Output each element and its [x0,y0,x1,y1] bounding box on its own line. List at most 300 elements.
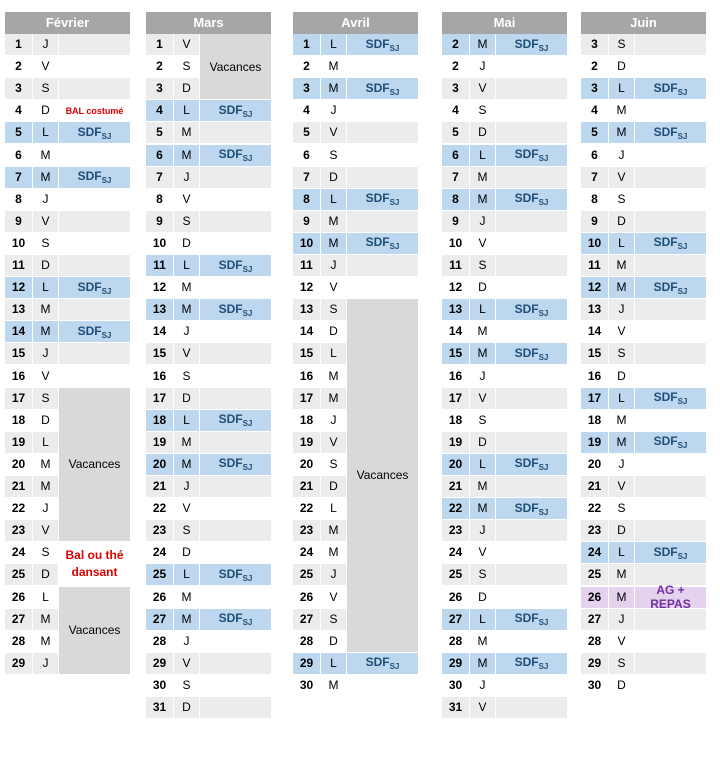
day-number: 22 [5,498,33,520]
day-number: 26 [146,587,174,609]
weekday-letter: S [174,675,200,697]
day-number: 2 [442,34,470,56]
day-number: 19 [581,432,609,454]
weekday-letter: S [174,520,200,542]
empty-event-cell [200,542,271,564]
sdf-subscript: SJ [677,131,688,141]
weekday-letter: S [609,34,635,56]
empty-event-cell [200,343,271,365]
day-number: 25 [5,564,33,586]
weekday-letter: J [33,343,59,365]
day-number: 3 [581,34,609,56]
day-number: 14 [581,321,609,343]
weekday-letter: M [174,122,200,144]
weekday-letter: D [609,211,635,233]
sdf-event [496,145,567,167]
ag-event [635,583,706,612]
day-number: 25 [146,564,174,586]
sdf-subscript: SJ [389,662,400,672]
sdf-event [59,167,130,189]
day-number: 28 [146,631,174,653]
sdf-subscript: SJ [677,286,688,296]
weekday-letter: D [174,542,200,564]
weekday-letter: J [470,211,496,233]
weekday-letter: D [609,56,635,78]
day-number: 25 [581,564,609,586]
weekday-letter: M [321,675,347,697]
day-number: 8 [581,189,609,211]
weekday-letter: L [609,542,635,564]
empty-event-cell [496,587,567,609]
weekday-letter: L [33,432,59,454]
empty-event-cell [635,321,706,343]
bal-event [59,542,130,586]
empty-event-cell [59,78,130,100]
weekday-letter: M [609,100,635,122]
weekday-letter: M [33,299,59,321]
sdf-event [200,410,271,432]
empty-event-cell [200,631,271,653]
day-number: 16 [5,366,33,388]
day-number: 15 [442,343,470,365]
sdf-event [496,189,567,211]
sdf-subscript: SJ [242,463,253,473]
day-number: 9 [442,211,470,233]
empty-event-cell [200,388,271,410]
weekday-letter: V [321,432,347,454]
sdf-label: $SDF_{SJ}$ [653,80,688,97]
weekday-letter: M [174,145,200,167]
day-number: 18 [581,410,609,432]
weekday-letter: M [33,145,59,167]
day-number: 27 [293,609,321,631]
day-number: 2 [146,56,174,78]
empty-event-cell [59,211,130,233]
sdf-event [347,78,418,100]
day-number: 9 [293,211,321,233]
sdf-event [347,34,418,56]
day-number: 16 [581,366,609,388]
day-number: 3 [293,78,321,100]
sdf-label: $SDF_{SJ}$ [514,147,549,164]
weekday-letter: V [174,343,200,365]
sdf-subscript: SJ [242,154,253,164]
sdf-label: $SDF_{SJ}$ [365,80,400,97]
weekday-letter: L [609,78,635,100]
sdf-label: $SDF_{SJ}$ [514,500,549,517]
weekday-letter: D [321,167,347,189]
weekday-letter: L [174,564,200,586]
day-number: 8 [5,189,33,211]
empty-event-cell [635,498,706,520]
weekday-letter: V [174,498,200,520]
day-number: 18 [5,410,33,432]
empty-event-cell [347,675,418,697]
empty-event-cell [496,100,567,122]
day-number: 13 [442,299,470,321]
day-number: 21 [581,476,609,498]
empty-event-cell [347,145,418,167]
day-number: 15 [581,343,609,365]
day-number: 22 [442,498,470,520]
sdf-subscript: SJ [538,618,549,628]
day-number: 24 [293,542,321,564]
sdf-subscript: SJ [389,43,400,53]
weekday-letter: J [609,454,635,476]
weekday-letter: J [470,520,496,542]
day-number: 22 [146,498,174,520]
day-number: 9 [146,211,174,233]
weekday-letter: V [33,520,59,542]
day-number: 3 [581,78,609,100]
bal-label: Bal ou thé dansant [65,547,124,579]
day-number: 5 [442,122,470,144]
day-number: 7 [293,167,321,189]
day-number: 19 [442,432,470,454]
weekday-letter: L [321,34,347,56]
day-number: 9 [581,211,609,233]
day-number: 27 [146,609,174,631]
weekday-letter: M [33,609,59,631]
weekday-letter: M [609,587,635,609]
sdf-label: $SDF_{SJ}$ [77,279,112,296]
sdf-label: $SDF_{SJ}$ [77,323,112,340]
vacances-block [59,388,130,543]
day-number: 21 [442,476,470,498]
sdf-subscript: SJ [389,87,400,97]
weekday-letter: L [470,609,496,631]
weekday-letter: M [470,343,496,365]
day-number: 12 [581,277,609,299]
empty-event-cell [635,255,706,277]
day-number: 21 [5,476,33,498]
weekday-letter: S [609,343,635,365]
sdf-subscript: SJ [242,308,253,318]
sdf-event [347,233,418,255]
day-number: 20 [146,454,174,476]
day-number: 4 [293,100,321,122]
day-number: 29 [442,653,470,675]
empty-event-cell [635,145,706,167]
sdf-subscript: SJ [389,242,400,252]
day-number: 10 [146,233,174,255]
sdf-label: $SDF_{SJ}$ [218,611,253,628]
weekday-letter: M [33,454,59,476]
empty-event-cell [496,366,567,388]
day-number: 12 [293,277,321,299]
weekday-letter: D [174,233,200,255]
empty-event-cell [200,476,271,498]
weekday-letter: M [470,653,496,675]
sdf-label: $SDF_{SJ}$ [653,390,688,407]
month-column-1 [146,12,271,719]
day-number: 11 [442,255,470,277]
day-number: 15 [5,343,33,365]
sdf-event [496,343,567,365]
day-number: 7 [5,167,33,189]
sdf-label: $SDF_{SJ}$ [218,301,253,318]
sdf-event [635,122,706,144]
weekday-letter: M [470,476,496,498]
day-number: 10 [5,233,33,255]
vacances-label: Vacances [68,623,121,638]
day-number: 13 [5,299,33,321]
weekday-letter: D [321,631,347,653]
weekday-letter: S [609,498,635,520]
sdf-subscript: SJ [538,662,549,672]
sdf-event [635,542,706,564]
day-number: 17 [581,388,609,410]
day-number: 30 [581,675,609,697]
weekday-letter: L [470,454,496,476]
sdf-subscript: SJ [538,308,549,318]
sdf-subscript: SJ [538,43,549,53]
weekday-letter: L [33,122,59,144]
sdf-label: $SDF_{SJ}$ [365,235,400,252]
weekday-letter: M [470,321,496,343]
day-number: 5 [146,122,174,144]
day-number: 10 [293,233,321,255]
weekday-letter: L [321,498,347,520]
weekday-letter: D [321,476,347,498]
empty-event-cell [200,321,271,343]
day-number: 5 [581,122,609,144]
weekday-letter: D [321,321,347,343]
day-number: 2 [581,56,609,78]
weekday-letter: J [609,299,635,321]
day-number: 2 [293,56,321,78]
weekday-letter: D [470,432,496,454]
empty-event-cell [496,167,567,189]
sdf-label: $SDF_{SJ}$ [218,257,253,274]
empty-event-cell [200,189,271,211]
month-header: Avril [293,12,418,34]
day-number: 25 [293,564,321,586]
empty-event-cell [200,277,271,299]
day-number: 27 [442,609,470,631]
weekday-letter: V [470,542,496,564]
day-number: 19 [5,432,33,454]
sdf-subscript: SJ [538,154,549,164]
day-number: 24 [146,542,174,564]
day-number: 7 [581,167,609,189]
day-number: 26 [293,587,321,609]
day-number: 12 [442,277,470,299]
weekday-letter: M [321,211,347,233]
sdf-subscript: SJ [677,397,688,407]
sdf-event [496,454,567,476]
weekday-letter: M [174,277,200,299]
day-number: 31 [442,697,470,719]
sdf-subscript: SJ [242,419,253,429]
weekday-letter: S [470,100,496,122]
sdf-label: $SDF_{SJ}$ [653,279,688,296]
bal-costume-event [59,100,130,122]
weekday-letter: V [174,653,200,675]
day-number: 4 [581,100,609,122]
day-number: 11 [293,255,321,277]
sdf-event [59,321,130,343]
day-number: 29 [581,653,609,675]
sdf-subscript: SJ [101,286,112,296]
weekday-letter: M [174,299,200,321]
empty-event-cell [496,564,567,586]
day-number: 24 [581,542,609,564]
weekday-letter: M [33,631,59,653]
sdf-event [496,299,567,321]
sdf-subscript: SJ [242,264,253,274]
weekday-letter: V [174,34,200,56]
weekday-letter: S [33,233,59,255]
weekday-letter: S [174,56,200,78]
month-header: Juin [581,12,706,34]
day-number: 4 [5,100,33,122]
weekday-letter: S [470,255,496,277]
empty-event-cell [347,167,418,189]
day-number: 11 [146,255,174,277]
empty-event-cell [59,145,130,167]
sdf-subscript: SJ [538,463,549,473]
empty-event-cell [200,653,271,675]
day-number: 18 [293,410,321,432]
vacances-label: Vacances [68,457,121,472]
month-column-0 [5,12,130,675]
sdf-label: $SDF_{SJ}$ [365,191,400,208]
weekday-letter: M [321,366,347,388]
day-number: 13 [146,299,174,321]
weekday-letter: L [174,100,200,122]
sdf-event [496,34,567,56]
day-number: 3 [5,78,33,100]
vacances-block [59,587,130,675]
weekday-letter: M [609,432,635,454]
empty-event-cell [200,122,271,144]
month-column-3 [442,12,567,719]
weekday-letter: L [174,255,200,277]
empty-event-cell [200,697,271,719]
weekday-letter: L [609,233,635,255]
day-number: 16 [442,366,470,388]
weekday-letter: S [470,564,496,586]
empty-event-cell [635,299,706,321]
empty-event-cell [200,233,271,255]
sdf-subscript: SJ [677,87,688,97]
day-number: 6 [146,145,174,167]
empty-event-cell [59,255,130,277]
empty-event-cell [635,34,706,56]
empty-event-cell [59,299,130,321]
empty-event-cell [496,277,567,299]
sdf-subscript: SJ [101,330,112,340]
day-number: 13 [293,299,321,321]
empty-event-cell [496,255,567,277]
weekday-letter: V [609,631,635,653]
empty-event-cell [496,321,567,343]
empty-event-cell [347,211,418,233]
empty-event-cell [635,343,706,365]
weekday-letter: J [321,100,347,122]
weekday-letter: D [609,366,635,388]
vacances-label: Vacances [356,468,409,483]
day-number: 7 [146,167,174,189]
day-number: 20 [581,454,609,476]
day-number: 3 [146,78,174,100]
weekday-letter: S [33,542,59,564]
weekday-letter: M [470,34,496,56]
weekday-letter: J [33,34,59,56]
day-number: 8 [146,189,174,211]
day-number: 26 [442,587,470,609]
sdf-label: $SDF_{SJ}$ [653,544,688,561]
empty-event-cell [635,653,706,675]
weekday-letter: D [609,675,635,697]
weekday-letter: M [321,233,347,255]
empty-event-cell [200,675,271,697]
day-number: 19 [293,432,321,454]
sdf-label: $SDF_{SJ}$ [514,345,549,362]
weekday-letter: V [321,122,347,144]
day-number: 4 [442,100,470,122]
day-number: 14 [442,321,470,343]
sdf-subscript: SJ [101,176,112,186]
day-number: 22 [581,498,609,520]
weekday-letter: L [609,388,635,410]
weekday-letter: S [174,366,200,388]
ag-label: AG + REPAS [650,583,691,612]
month-column-4 [581,12,706,697]
weekday-letter: V [609,167,635,189]
day-number: 17 [5,388,33,410]
weekday-letter: M [174,432,200,454]
day-number: 1 [5,34,33,56]
weekday-letter: D [33,410,59,432]
sdf-label: $SDF_{SJ}$ [514,301,549,318]
weekday-letter: M [33,321,59,343]
empty-event-cell [635,189,706,211]
sdf-event [200,609,271,631]
weekday-letter: M [174,454,200,476]
weekday-letter: M [321,388,347,410]
day-number: 8 [293,189,321,211]
day-number: 27 [5,609,33,631]
sdf-label: $SDF_{SJ}$ [77,124,112,141]
empty-event-cell [635,211,706,233]
month-header: Février [5,12,130,34]
weekday-letter: V [321,277,347,299]
weekday-letter: D [33,564,59,586]
empty-event-cell [496,211,567,233]
day-number: 28 [5,631,33,653]
empty-event-cell [635,167,706,189]
day-number: 1 [293,34,321,56]
day-number: 15 [293,343,321,365]
vacances-block [347,299,418,653]
sdf-subscript: SJ [101,131,112,141]
day-number: 18 [146,410,174,432]
sdf-label: $SDF_{SJ}$ [514,611,549,628]
empty-event-cell [200,520,271,542]
weekday-letter: D [33,100,59,122]
month-header: Mai [442,12,567,34]
sdf-label: $SDF_{SJ}$ [77,169,112,186]
empty-event-cell [496,122,567,144]
weekday-letter: V [609,476,635,498]
sdf-event [635,233,706,255]
day-number: 14 [5,321,33,343]
day-number: 4 [146,100,174,122]
empty-event-cell [59,343,130,365]
day-number: 26 [581,587,609,609]
